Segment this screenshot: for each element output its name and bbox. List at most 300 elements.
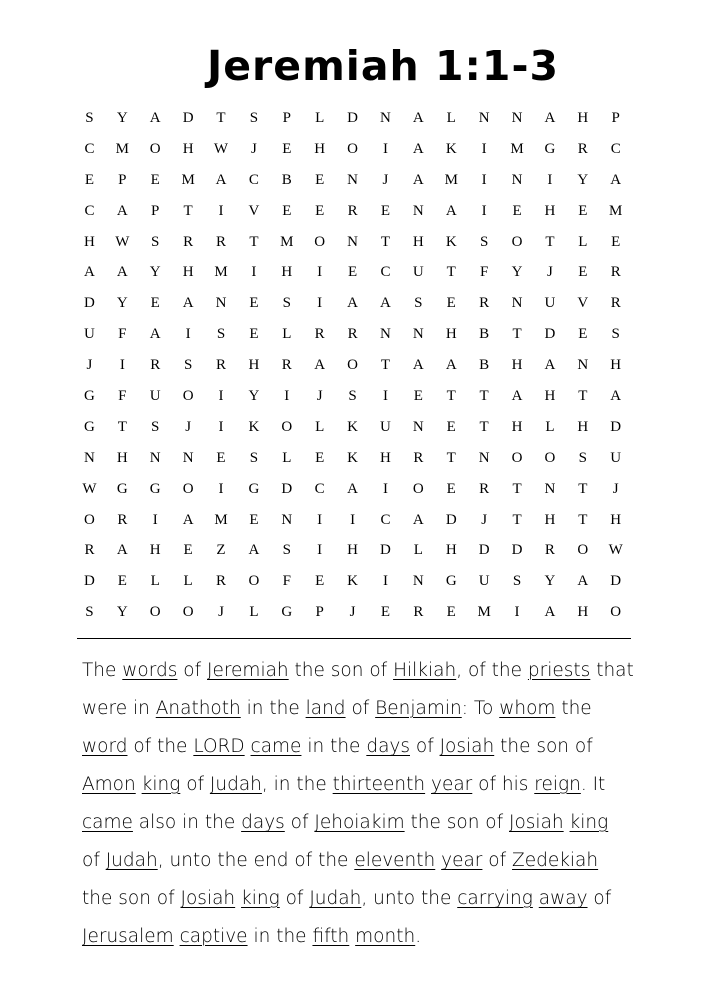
grid-letter: D bbox=[478, 542, 490, 559]
grid-letter: S bbox=[512, 573, 522, 590]
hidden-word: Josiah bbox=[439, 736, 495, 757]
hidden-word: land bbox=[305, 698, 346, 719]
hidden-word: Hilkiah bbox=[393, 660, 457, 681]
grid-letter: J bbox=[612, 480, 619, 497]
passage-text: in the bbox=[247, 926, 313, 947]
grid-letter: A bbox=[347, 295, 358, 312]
hidden-word: word bbox=[82, 736, 128, 757]
grid-letter: S bbox=[249, 449, 259, 466]
grid-letter: H bbox=[511, 357, 523, 374]
grid-letter: U bbox=[84, 326, 95, 343]
grid-letter: E bbox=[315, 202, 325, 219]
grid-letter: G bbox=[445, 573, 457, 590]
grid-letter: H bbox=[511, 418, 523, 435]
passage-text: were in bbox=[82, 698, 156, 719]
grid-letter: M bbox=[444, 171, 458, 188]
grid-letter: N bbox=[412, 202, 424, 219]
hidden-word: fifth bbox=[312, 926, 350, 947]
grid-letter: L bbox=[578, 233, 588, 250]
hidden-word: month bbox=[355, 926, 416, 947]
grid-letter: A bbox=[380, 295, 391, 312]
grid-letter: O bbox=[182, 604, 194, 621]
grid-letter: E bbox=[446, 418, 456, 435]
grid-letter: H bbox=[610, 511, 622, 528]
grid-letter: Y bbox=[116, 295, 128, 312]
grid-letter: H bbox=[577, 109, 589, 126]
grid-letter: I bbox=[251, 264, 257, 281]
hidden-word: priests bbox=[527, 660, 591, 681]
grid-letter: K bbox=[445, 140, 457, 157]
grid-letter: A bbox=[544, 604, 556, 621]
passage-text: , of the bbox=[456, 660, 528, 681]
grid-letter: H bbox=[314, 140, 326, 157]
grid-letter: A bbox=[116, 264, 128, 281]
hidden-word: Judah bbox=[209, 774, 262, 795]
grid-letter: H bbox=[182, 140, 194, 157]
grid-letter: E bbox=[578, 326, 588, 343]
grid-letter: R bbox=[610, 295, 621, 312]
grid-letter: M bbox=[609, 202, 623, 219]
passage-text: , in the bbox=[261, 774, 333, 795]
grid-letter: T bbox=[446, 387, 456, 404]
grid-letter: L bbox=[545, 418, 555, 435]
grid-letter: Y bbox=[149, 264, 161, 281]
grid-letter: D bbox=[610, 418, 622, 435]
grid-letter: G bbox=[149, 480, 161, 497]
grid-letter: E bbox=[84, 171, 95, 188]
hidden-word: came bbox=[250, 736, 302, 757]
grid-letter: H bbox=[445, 542, 457, 559]
grid-letter: A bbox=[412, 357, 424, 374]
grid-letter: R bbox=[479, 480, 490, 497]
grid-letter: G bbox=[544, 140, 556, 157]
grid-letter: I bbox=[317, 511, 323, 528]
grid-letter: A bbox=[445, 357, 457, 374]
passage-text: , unto the bbox=[361, 888, 458, 909]
grid-letter: A bbox=[149, 326, 161, 343]
grid-letter: U bbox=[149, 387, 161, 404]
grid-letter: K bbox=[347, 449, 358, 466]
grid-letter: I bbox=[185, 326, 191, 343]
grid-letter: A bbox=[412, 511, 424, 528]
grid-letter: H bbox=[84, 233, 95, 250]
hidden-word: words bbox=[122, 660, 178, 681]
grid-letter: E bbox=[249, 511, 259, 528]
grid-letter: W bbox=[82, 480, 97, 497]
grid-letter: C bbox=[84, 140, 95, 157]
grid-letter: O bbox=[544, 449, 556, 466]
grid-letter: E bbox=[380, 604, 391, 621]
passage-text: of bbox=[82, 850, 106, 871]
grid-letter: P bbox=[611, 109, 620, 126]
grid-letter: H bbox=[610, 357, 622, 374]
grid-letter: D bbox=[347, 109, 358, 126]
grid-letter: J bbox=[546, 264, 553, 281]
word-search-grid bbox=[73, 103, 632, 628]
grid-letter: E bbox=[315, 449, 325, 466]
passage-text: of his bbox=[472, 774, 535, 795]
grid-letter: A bbox=[412, 109, 424, 126]
grid-letter: E bbox=[611, 233, 621, 250]
grid-letter: L bbox=[249, 604, 259, 621]
passage-text: of bbox=[279, 888, 310, 909]
grid-letter: F bbox=[282, 573, 291, 590]
grid-letter: C bbox=[84, 202, 95, 219]
grid-letter: I bbox=[481, 171, 487, 188]
grid-letter: H bbox=[248, 357, 260, 374]
passage-text: the son of bbox=[404, 812, 510, 833]
grid-letter: H bbox=[577, 604, 589, 621]
hidden-word: Judah bbox=[309, 888, 362, 909]
hidden-word: king bbox=[241, 888, 280, 909]
grid-letter: R bbox=[281, 357, 292, 374]
grid-letter: N bbox=[347, 171, 358, 188]
grid-letter: D bbox=[84, 573, 95, 590]
grid-letter: R bbox=[544, 542, 555, 559]
grid-letter: R bbox=[216, 573, 227, 590]
grid-letter: J bbox=[316, 387, 323, 404]
grid-letter: E bbox=[183, 542, 193, 559]
grid-letter: A bbox=[248, 542, 260, 559]
grid-letter: G bbox=[248, 480, 260, 497]
grid-letter: S bbox=[151, 418, 160, 435]
grid-letter: K bbox=[347, 418, 358, 435]
passage-text: of bbox=[180, 774, 210, 795]
grid-letter: E bbox=[117, 573, 127, 590]
grid-letter: C bbox=[380, 511, 391, 528]
grid-letter: S bbox=[216, 326, 226, 343]
grid-letter: U bbox=[380, 418, 391, 435]
passage-line bbox=[82, 690, 642, 728]
grid-letter: L bbox=[315, 109, 325, 126]
grid-letter: S bbox=[249, 109, 259, 126]
grid-letter: N bbox=[511, 171, 523, 188]
grid-letter: Y bbox=[116, 109, 128, 126]
grid-letter: P bbox=[315, 604, 324, 621]
grid-letter: D bbox=[610, 573, 622, 590]
grid-letter: V bbox=[248, 202, 260, 219]
grid-letter: J bbox=[185, 418, 192, 435]
grid-letter: B bbox=[281, 171, 292, 188]
grid-letter: S bbox=[85, 109, 94, 126]
grid-letter: I bbox=[317, 295, 323, 312]
grid-letter: N bbox=[577, 357, 589, 374]
grid-letter: N bbox=[380, 326, 391, 343]
grid-letter: S bbox=[282, 295, 291, 312]
grid-letter: J bbox=[218, 604, 224, 621]
grid-letter: E bbox=[150, 295, 160, 312]
grid-letter: L bbox=[413, 542, 423, 559]
grid-letter: Y bbox=[116, 604, 128, 621]
grid-letter: O bbox=[149, 140, 161, 157]
grid-letter: N bbox=[412, 418, 424, 435]
grid-letter: C bbox=[314, 480, 325, 497]
passage-text: of the bbox=[127, 736, 194, 757]
grid-letter: I bbox=[218, 418, 224, 435]
grid-letter: O bbox=[347, 357, 358, 374]
passage-text: the son of bbox=[494, 736, 593, 757]
grid-letter: T bbox=[216, 109, 226, 126]
grid-letter: A bbox=[610, 171, 622, 188]
grid-letter: G bbox=[281, 604, 293, 621]
hidden-word: away bbox=[538, 888, 588, 909]
grid-letter: W bbox=[213, 140, 229, 157]
grid-letter: N bbox=[215, 295, 227, 312]
grid-letter: S bbox=[85, 604, 94, 621]
grid-letter: H bbox=[380, 449, 391, 466]
grid-letter: M bbox=[181, 171, 195, 188]
grid-letter: E bbox=[446, 480, 456, 497]
grid-letter: I bbox=[218, 480, 224, 497]
grid-letter: R bbox=[216, 357, 227, 374]
grid-letter: S bbox=[151, 233, 160, 250]
hidden-word: whom bbox=[499, 698, 556, 719]
grid-letter: A bbox=[577, 573, 589, 590]
grid-letter: L bbox=[446, 109, 456, 126]
grid-letter: D bbox=[380, 542, 391, 559]
passage-text: the bbox=[555, 698, 592, 719]
grid-letter: E bbox=[380, 202, 391, 219]
hidden-word: eleventh bbox=[354, 850, 436, 871]
grid-letter: A bbox=[511, 387, 523, 404]
grid-letter: V bbox=[577, 295, 589, 312]
grid-letter: I bbox=[382, 573, 388, 590]
grid-letter: E bbox=[249, 295, 259, 312]
grid-letter: K bbox=[347, 573, 358, 590]
grid-letter: T bbox=[446, 449, 456, 466]
grid-letter: T bbox=[512, 511, 522, 528]
grid-letter: D bbox=[182, 109, 194, 126]
grid-letter: H bbox=[182, 264, 194, 281]
grid-letter: A bbox=[182, 511, 194, 528]
hidden-word: Zedekiah bbox=[512, 850, 599, 871]
passage-text: of bbox=[410, 736, 440, 757]
grid-letter: N bbox=[412, 326, 424, 343]
passage-text: of bbox=[284, 812, 315, 833]
grid-letter: M bbox=[477, 604, 491, 621]
grid-letter: E bbox=[578, 264, 588, 281]
grid-letter: E bbox=[413, 387, 423, 404]
grid-letter: R bbox=[347, 202, 358, 219]
passage-text: of bbox=[587, 888, 612, 909]
grid-letter: D bbox=[445, 511, 457, 528]
grid-letter: A bbox=[445, 202, 457, 219]
grid-letter: A bbox=[84, 264, 95, 281]
grid-letter: E bbox=[446, 604, 456, 621]
grid-letter: A bbox=[610, 387, 622, 404]
grid-letter: J bbox=[481, 511, 488, 528]
hidden-word: king bbox=[569, 812, 609, 833]
grid-letter: T bbox=[479, 418, 489, 435]
grid-letter: W bbox=[115, 233, 130, 250]
grid-letter: O bbox=[412, 480, 424, 497]
grid-letter: S bbox=[348, 387, 357, 404]
hidden-word: Jeremiah bbox=[207, 660, 289, 681]
grid-letter: J bbox=[86, 357, 93, 374]
passage-text: of bbox=[345, 698, 376, 719]
passage-line bbox=[82, 652, 642, 690]
grid-letter: T bbox=[512, 480, 522, 497]
grid-letter: I bbox=[481, 140, 487, 157]
grid-letter: M bbox=[115, 140, 129, 157]
grid-letter: N bbox=[281, 511, 293, 528]
grid-letter: E bbox=[282, 140, 292, 157]
grid-letter: R bbox=[347, 326, 358, 343]
grid-letter: E bbox=[446, 295, 456, 312]
grid-letter: O bbox=[149, 604, 161, 621]
grid-letter: G bbox=[84, 387, 95, 404]
grid-letter: I bbox=[514, 604, 520, 621]
grid-letter: S bbox=[183, 357, 193, 374]
grid-letter: Z bbox=[216, 542, 226, 559]
grid-letter: L bbox=[183, 573, 193, 590]
hidden-word: captive bbox=[179, 926, 248, 947]
grid-letter: T bbox=[545, 233, 555, 250]
grid-letter: O bbox=[248, 573, 260, 590]
grid-letter: M bbox=[214, 511, 228, 528]
grid-letter: U bbox=[412, 264, 424, 281]
grid-letter: N bbox=[478, 109, 490, 126]
grid-letter: F bbox=[118, 387, 127, 404]
grid-letter: Y bbox=[511, 264, 523, 281]
grid-letter: H bbox=[577, 418, 589, 435]
passage-text: The bbox=[82, 660, 123, 681]
grid-letter: L bbox=[315, 418, 325, 435]
grid-letter: I bbox=[481, 202, 487, 219]
grid-letter: M bbox=[214, 264, 228, 281]
hidden-word: carrying bbox=[457, 888, 533, 909]
hidden-word: king bbox=[141, 774, 181, 795]
hidden-word: Anathoth bbox=[155, 698, 241, 719]
grid-letter: P bbox=[118, 171, 127, 188]
grid-letter: G bbox=[84, 418, 95, 435]
grid-letter: R bbox=[610, 264, 621, 281]
grid-letter: I bbox=[547, 171, 553, 188]
grid-letter: I bbox=[119, 357, 125, 374]
hidden-word: Amon bbox=[82, 774, 136, 795]
grid-letter: Y bbox=[248, 387, 260, 404]
grid-letter: H bbox=[116, 449, 128, 466]
passage-text: : To bbox=[461, 698, 500, 719]
hidden-word: year bbox=[431, 774, 473, 795]
grid-letter: H bbox=[544, 511, 556, 528]
hidden-word: days bbox=[241, 812, 285, 833]
grid-letter: R bbox=[117, 511, 128, 528]
grid-letter: T bbox=[249, 233, 259, 250]
grid-letter: I bbox=[218, 387, 224, 404]
grid-letter: H bbox=[544, 387, 556, 404]
hidden-word: Judah bbox=[105, 850, 158, 871]
grid-letter: I bbox=[382, 480, 388, 497]
passage-line bbox=[82, 918, 642, 956]
grid-letter: J bbox=[250, 140, 257, 157]
passage-text: , unto the end of the bbox=[157, 850, 355, 871]
grid-letter: I bbox=[218, 202, 224, 219]
grid-letter: T bbox=[512, 326, 522, 343]
grid-letter: C bbox=[248, 171, 259, 188]
grid-letter: C bbox=[380, 264, 391, 281]
grid-letter: T bbox=[117, 418, 127, 435]
hidden-word: Jerusalem bbox=[82, 926, 174, 947]
grid-letter: T bbox=[446, 264, 456, 281]
grid-letter: S bbox=[611, 326, 620, 343]
passage-text: in the bbox=[301, 736, 367, 757]
passage-line bbox=[82, 766, 642, 804]
grid-letter: R bbox=[183, 233, 194, 250]
grid-letter: R bbox=[216, 233, 227, 250]
grid-letter: G bbox=[116, 480, 128, 497]
grid-letter: O bbox=[577, 542, 589, 559]
grid-letter: U bbox=[610, 449, 622, 466]
grid-letter: I bbox=[382, 387, 388, 404]
grid-letter: R bbox=[413, 604, 424, 621]
passage-line bbox=[82, 728, 642, 766]
grid-letter: T bbox=[380, 357, 391, 374]
grid-letter: A bbox=[116, 542, 128, 559]
grid-letter: O bbox=[314, 233, 326, 250]
grid-letter: I bbox=[317, 542, 323, 559]
grid-letter: N bbox=[149, 449, 161, 466]
passage-text: . bbox=[415, 926, 422, 947]
grid-letter: S bbox=[578, 449, 587, 466]
grid-letter: O bbox=[84, 511, 95, 528]
grid-letter: E bbox=[282, 202, 292, 219]
grid-letter: R bbox=[413, 449, 424, 466]
grid-letter: Y bbox=[577, 171, 589, 188]
grid-letter: F bbox=[118, 326, 127, 343]
grid-letter: W bbox=[608, 542, 623, 559]
hidden-word: days bbox=[366, 736, 410, 757]
grid-letter: E bbox=[578, 202, 588, 219]
grid-letter: E bbox=[512, 202, 522, 219]
hidden-word: thirteenth bbox=[332, 774, 426, 795]
grid-letter: P bbox=[151, 202, 160, 219]
grid-letter: O bbox=[347, 140, 358, 157]
grid-letter: N bbox=[84, 449, 95, 466]
grid-letter: A bbox=[544, 109, 556, 126]
hidden-word: Josiah bbox=[509, 812, 564, 833]
hidden-word: LORD bbox=[193, 736, 245, 757]
grid-letter: O bbox=[511, 233, 523, 250]
grid-letter: T bbox=[380, 233, 391, 250]
grid-letter: C bbox=[610, 140, 621, 157]
grid-letter: E bbox=[216, 449, 226, 466]
grid-letter: E bbox=[150, 171, 160, 188]
grid-letter: A bbox=[412, 140, 424, 157]
grid-letter: I bbox=[152, 511, 158, 528]
grid-letter: A bbox=[347, 480, 358, 497]
grid-letter: T bbox=[578, 387, 588, 404]
grid-letter: D bbox=[281, 480, 293, 497]
grid-letter: E bbox=[315, 171, 325, 188]
grid-letter: U bbox=[544, 295, 556, 312]
passage-text: that bbox=[590, 660, 634, 681]
grid-letter: E bbox=[249, 326, 259, 343]
grid-letter: T bbox=[578, 480, 588, 497]
grid-letter: A bbox=[116, 202, 128, 219]
grid-letter: N bbox=[182, 449, 194, 466]
grid-letter: L bbox=[282, 449, 292, 466]
grid-letter: A bbox=[149, 109, 161, 126]
page-title: Jeremiah 1:1-3 bbox=[207, 42, 559, 90]
passage-text: also in the bbox=[132, 812, 242, 833]
grid-letter: H bbox=[544, 202, 556, 219]
grid-letter: H bbox=[412, 233, 424, 250]
grid-letter: N bbox=[478, 449, 490, 466]
hidden-word: Benjamin bbox=[375, 698, 462, 719]
grid-letter: N bbox=[380, 109, 391, 126]
grid-letter: T bbox=[578, 511, 588, 528]
